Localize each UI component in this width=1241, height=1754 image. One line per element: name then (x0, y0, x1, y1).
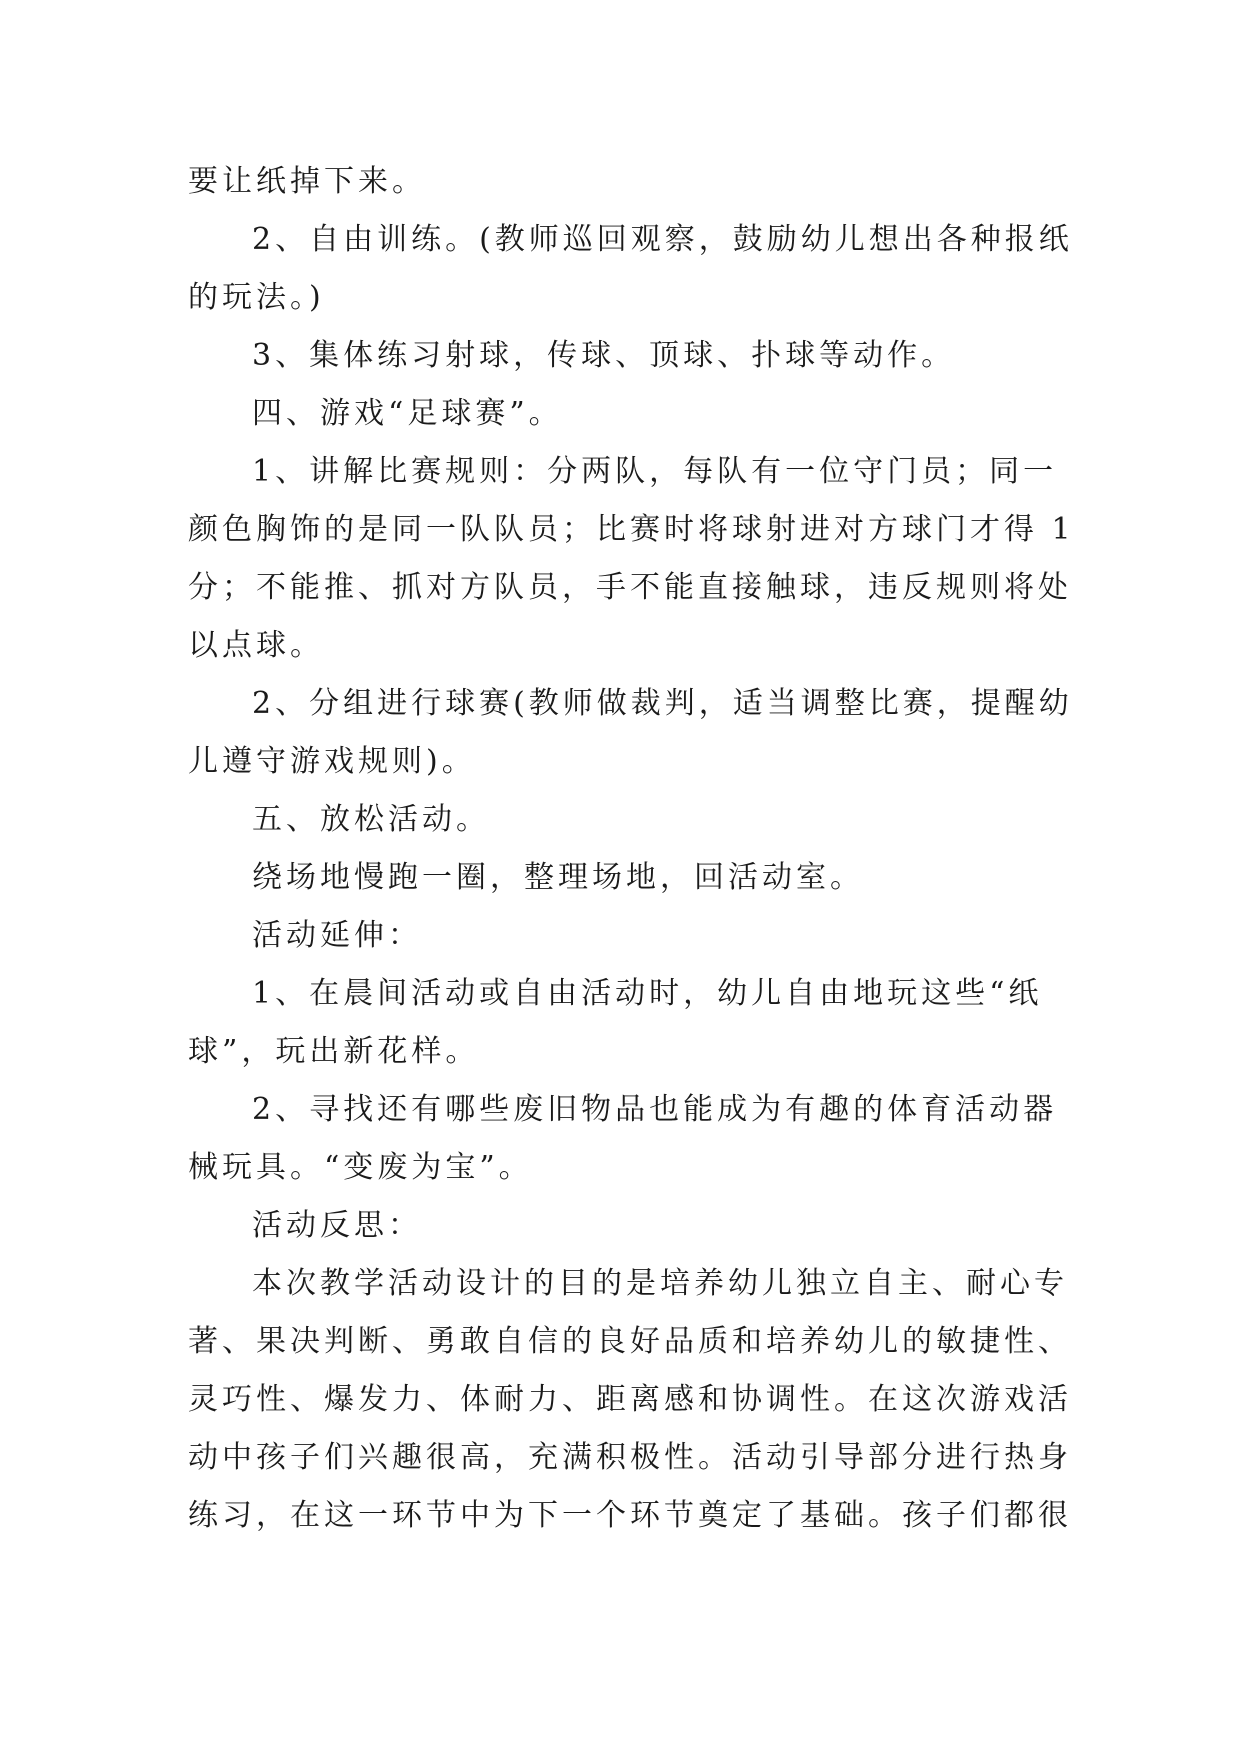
text-line: 2、分组进行球赛(教师做裁判，适当调整比赛，提醒幼 (252, 686, 1073, 721)
text-line: 绕场地慢跑一圈，整理场地，回活动室。 (252, 860, 864, 895)
text-line: 以点球。 (188, 628, 324, 663)
text-line: 练习，在这一环节中为下一个环节奠定了基础。孩子们都很 (188, 1498, 1072, 1533)
text-line: 2、寻找还有哪些废旧物品也能成为有趣的体育活动器 (252, 1092, 1058, 1127)
text-line: 活动延伸： (252, 918, 422, 953)
text-line: 儿遵守游戏规则)。 (188, 744, 476, 779)
text-line: 本次教学活动设计的目的是培养幼儿独立自主、耐心专 (252, 1266, 1068, 1301)
text-line: 分；不能推、抓对方队员，手不能直接触球，违反规则将处 (188, 570, 1072, 605)
document-body (188, 153, 1075, 1545)
text-line: 五、放松活动。 (252, 802, 490, 837)
text-line: 著、果决判断、勇敢自信的良好品质和培养幼儿的敏捷性、 (188, 1324, 1072, 1359)
text-line: 动中孩子们兴趣很高，充满积极性。活动引导部分进行热身 (188, 1440, 1072, 1475)
text-line: 活动反思： (252, 1208, 422, 1243)
text-line: 灵巧性、爆发力、体耐力、距离感和协调性。在这次游戏活 (188, 1382, 1072, 1417)
text-line: 的玩法。) (188, 280, 325, 315)
text-line: 球”，玩出新花样。 (188, 1034, 480, 1069)
text-line: 颜色胸饰的是同一队队员；比赛时将球射进对方球门才得 1 (188, 512, 1075, 547)
text-line: 要让纸掉下来。 (188, 164, 426, 199)
text-line: 2、自由训练。(教师巡回观察，鼓励幼儿想出各种报纸 (252, 222, 1073, 257)
text-line: 械玩具。“变废为宝”。 (188, 1150, 533, 1185)
text-line: 1、讲解比赛规则：分两队，每队有一位守门员；同一 (252, 454, 1058, 489)
text-line: 1、在晨间活动或自由活动时，幼儿自由地玩这些“纸 (252, 976, 1043, 1011)
text-line: 3、集体练习射球，传球、顶球、扑球等动作。 (252, 338, 956, 373)
text-line: 四、游戏“足球赛”。 (252, 396, 563, 431)
